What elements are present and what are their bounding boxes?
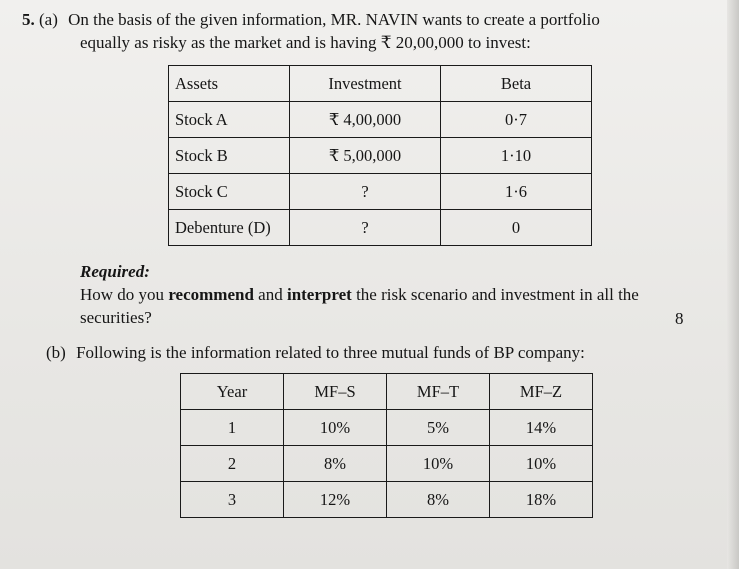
table-row [169, 102, 592, 138]
beta-cell: 1·10 [441, 138, 592, 174]
required-label: Required: [80, 262, 150, 281]
beta-cell: 1·6 [441, 174, 592, 210]
table-row [169, 174, 592, 210]
mf-z-cell: 10% [490, 446, 593, 482]
mutual-funds-table [180, 373, 593, 518]
asset-cell: Stock C [169, 174, 290, 210]
year-cell: 3 [181, 482, 284, 518]
part-b-text: Following is the information related to three mutual funds of BP company: [76, 343, 585, 362]
investment-cell: ? [290, 210, 441, 246]
required-bold-interpret: interpret [286, 285, 352, 304]
investment-cell: ₹ 5,00,000 [290, 138, 441, 174]
mf-t-cell: 10% [387, 446, 490, 482]
year-cell: 2 [181, 446, 284, 482]
asset-cell: Stock B [169, 138, 290, 174]
page-edge-shadow [727, 0, 739, 569]
required-heading [80, 262, 150, 282]
mf-z-cell: 14% [490, 410, 593, 446]
table-header-row [181, 374, 593, 410]
table-row [181, 482, 593, 518]
header-investment: Investment [290, 66, 441, 102]
required-bold-recommend: recommend [168, 285, 254, 304]
part-a-text-line1: On the basis of the given information, MR. NAVIN wants to create a portfolio [68, 10, 600, 29]
table-row [181, 446, 593, 482]
assets-table [168, 65, 592, 246]
header-assets: Assets [169, 66, 290, 102]
asset-cell: Stock A [169, 102, 290, 138]
header-beta: Beta [441, 66, 592, 102]
required-text-line2: securities? [80, 308, 152, 327]
beta-cell: 0·7 [441, 102, 592, 138]
question-number: 5. [22, 10, 35, 29]
part-a-text-line2: equally as risky as the market and is having ₹ 20,00,000 to invest: [80, 33, 531, 52]
header-mf-t: MF–T [387, 374, 490, 410]
table-header-row [169, 66, 592, 102]
required-text-line1 [80, 285, 639, 305]
mf-z-cell: 18% [490, 482, 593, 518]
marks-value: 8 [675, 309, 684, 328]
part-b-label: (b) [46, 343, 66, 362]
question-a-line1 [22, 10, 600, 30]
required-text-pre: How do you [80, 285, 169, 304]
table-row [169, 138, 592, 174]
table-row [181, 410, 593, 446]
header-mf-z: MF–Z [490, 374, 593, 410]
beta-cell: 0 [441, 210, 592, 246]
header-year: Year [181, 374, 284, 410]
part-a-label: (a) [39, 10, 58, 29]
mf-t-cell: 8% [387, 482, 490, 518]
investment-cell: ? [290, 174, 441, 210]
mf-s-cell: 12% [284, 482, 387, 518]
year-cell: 1 [181, 410, 284, 446]
mf-s-cell: 10% [284, 410, 387, 446]
required-text-post: the risk scenario and investment in all the [351, 285, 639, 304]
required-text-mid: and [253, 285, 287, 304]
mf-s-cell: 8% [284, 446, 387, 482]
asset-cell: Debenture (D) [169, 210, 290, 246]
investment-cell: ₹ 4,00,000 [290, 102, 441, 138]
part-b-line [46, 343, 585, 363]
mf-t-cell: 5% [387, 410, 490, 446]
header-mf-s: MF–S [284, 374, 387, 410]
table-row [169, 210, 592, 246]
